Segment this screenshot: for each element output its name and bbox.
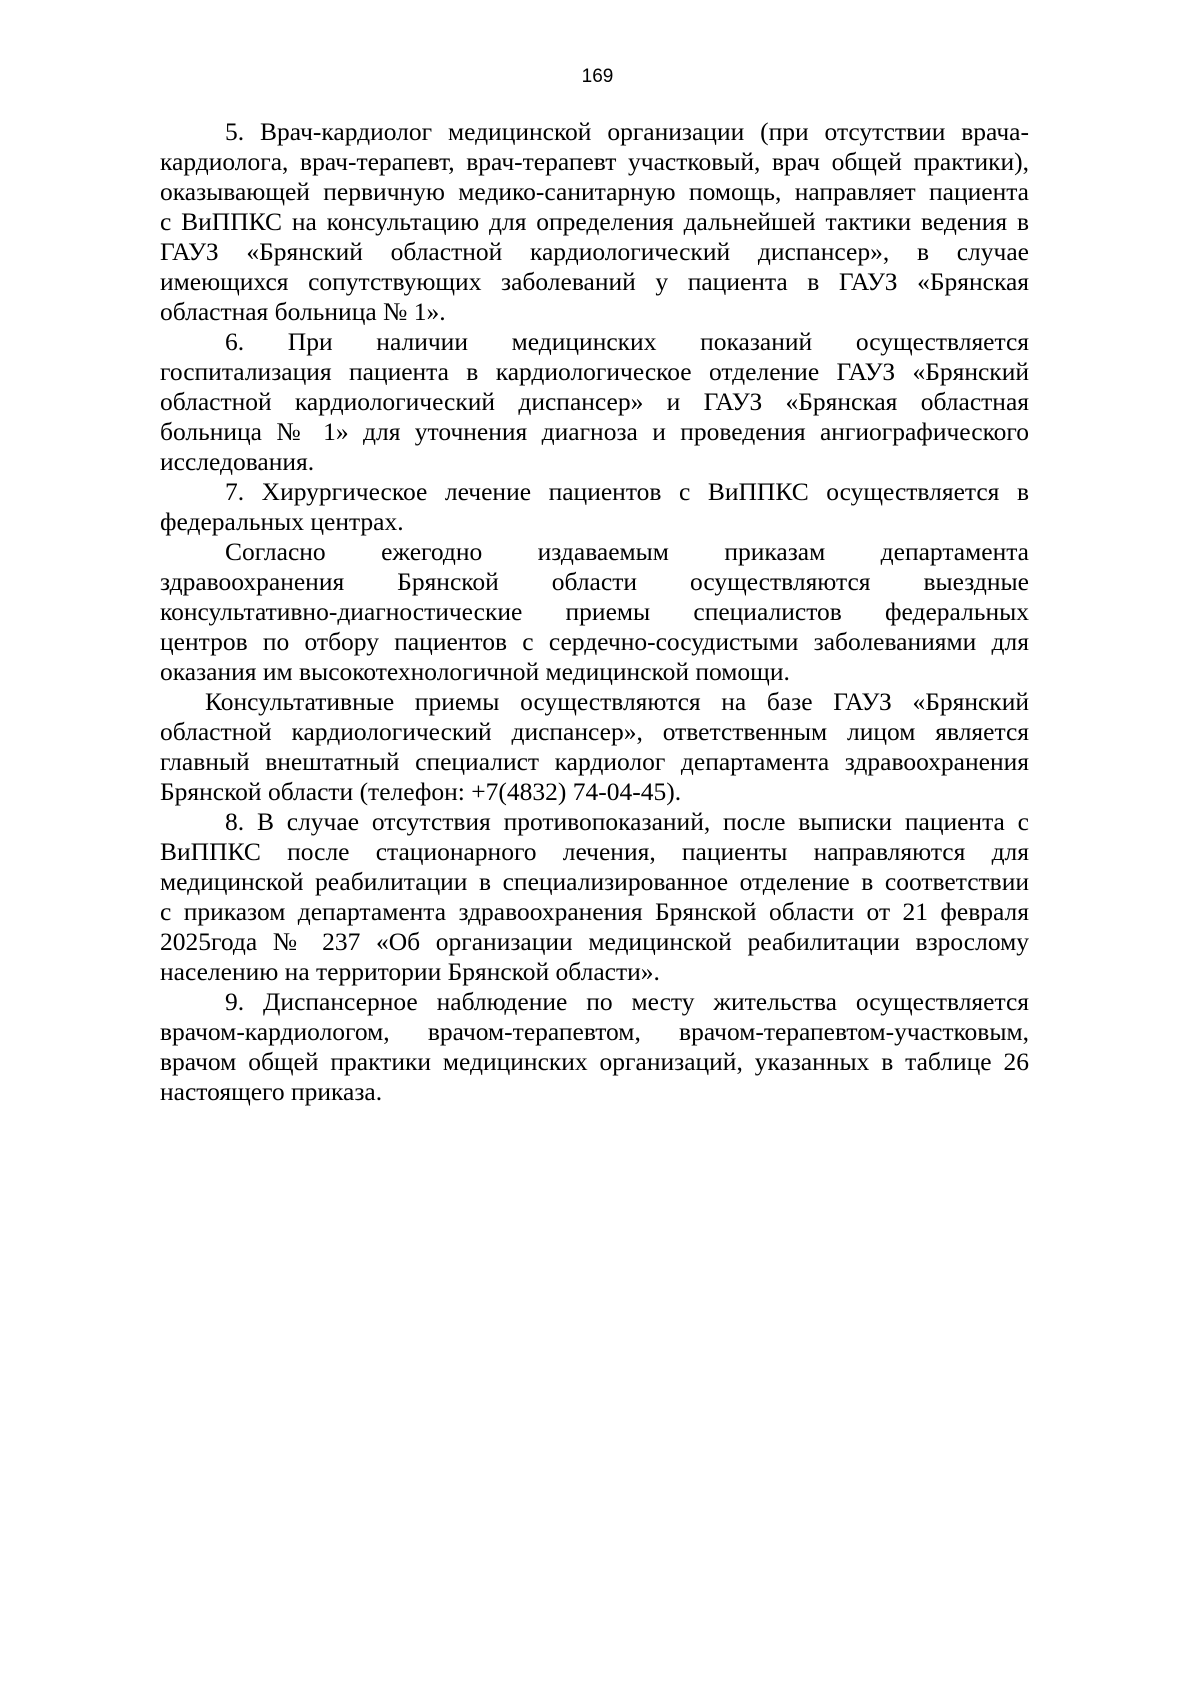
text-line: врачом общей практики медицинских организаций, указанных в таблице 26 xyxy=(160,1047,1029,1076)
text-line: областная больница № 1». xyxy=(160,297,446,326)
text-line: главный внештатный специалист кардиолог департамента здравоохранения xyxy=(160,747,1029,776)
paragraph-5 xyxy=(160,117,1029,327)
text-line: с приказом департамента здравоохранения Брянской области от 21 февраля xyxy=(160,897,1029,926)
text-line: центров по отбору пациентов с сердечно-сосудистыми заболеваниями для xyxy=(160,627,1029,656)
text-line: областной кардиологический диспансер» и ГАУЗ «Брянская областная xyxy=(160,387,1029,416)
text-line: населению на территории Брянской области». xyxy=(160,957,660,986)
page-number: 169 xyxy=(581,66,614,87)
text-line: больница № 1» для уточнения диагноза и проведения ангиографического xyxy=(160,417,1029,446)
text-line: оказания им высокотехнологичной медицинской помощи. xyxy=(160,657,790,686)
text-line: федеральных центрах. xyxy=(160,507,404,536)
paragraph-7 xyxy=(160,477,1029,537)
text-line: 6. При наличии медицинских показаний осуществляется xyxy=(225,327,1029,356)
text-line: ГАУЗ «Брянский областной кардиологический диспансер», в случае xyxy=(160,237,1029,266)
document-body xyxy=(160,117,1029,1107)
paragraph-6 xyxy=(160,327,1029,477)
text-line: консультативно-диагностические приемы специалистов федеральных xyxy=(160,597,1029,626)
text-line: медицинской реабилитации в специализированное отделение в соответствии xyxy=(160,867,1029,896)
paragraph-consultations xyxy=(160,687,1029,807)
text-line: 5. Врач-кардиолог медицинской организации (при отсутствии врача- xyxy=(225,117,1029,146)
text-line: оказывающей первичную медико-санитарную помощь, направляет пациента xyxy=(160,177,1029,206)
text-line: госпитализация пациента в кардиологическое отделение ГАУЗ «Брянский xyxy=(160,357,1029,386)
text-line: 9. Диспансерное наблюдение по месту жительства осуществляется xyxy=(225,987,1029,1016)
text-line: ВиППКС после стационарного лечения, пациенты направляются для xyxy=(160,837,1029,866)
text-line: кардиолога, врач-терапевт, врач-терапевт участковый, врач общей практики), xyxy=(160,147,1029,176)
text-line: Согласно ежегодно издаваемым приказам департамента xyxy=(225,537,1029,566)
text-line: настоящего приказа. xyxy=(160,1077,383,1106)
paragraph-7-continued xyxy=(160,537,1029,687)
text-line: Консультативные приемы осуществляются на базе ГАУЗ «Брянский xyxy=(205,687,1029,716)
paragraph-8 xyxy=(160,807,1029,987)
text-line: областной кардиологический диспансер», ответственным лицом является xyxy=(160,717,1029,746)
text-line: 8. В случае отсутствия противопоказаний, после выписки пациента с xyxy=(225,807,1029,836)
text-line: Брянской области (телефон: +7(4832) 74-04-45). xyxy=(160,777,682,806)
text-line: с ВиППКС на консультацию для определения дальнейшей тактики ведения в xyxy=(160,207,1029,236)
paragraph-9 xyxy=(160,987,1029,1107)
text-line: имеющихся сопутствующих заболеваний у пациента в ГАУЗ «Брянская xyxy=(160,267,1029,296)
text-line: исследования. xyxy=(160,447,315,476)
text-line: 2025года № 237 «Об организации медицинской реабилитации взрослому xyxy=(160,927,1029,956)
text-line: 7. Хирургическое лечение пациентов с ВиППКС осуществляется в xyxy=(225,477,1029,506)
text-line: врачом-кардиологом, врачом-терапевтом, врачом-терапевтом-участковым, xyxy=(160,1017,1029,1046)
text-line: здравоохранения Брянской области осуществляются выездные xyxy=(160,567,1029,596)
